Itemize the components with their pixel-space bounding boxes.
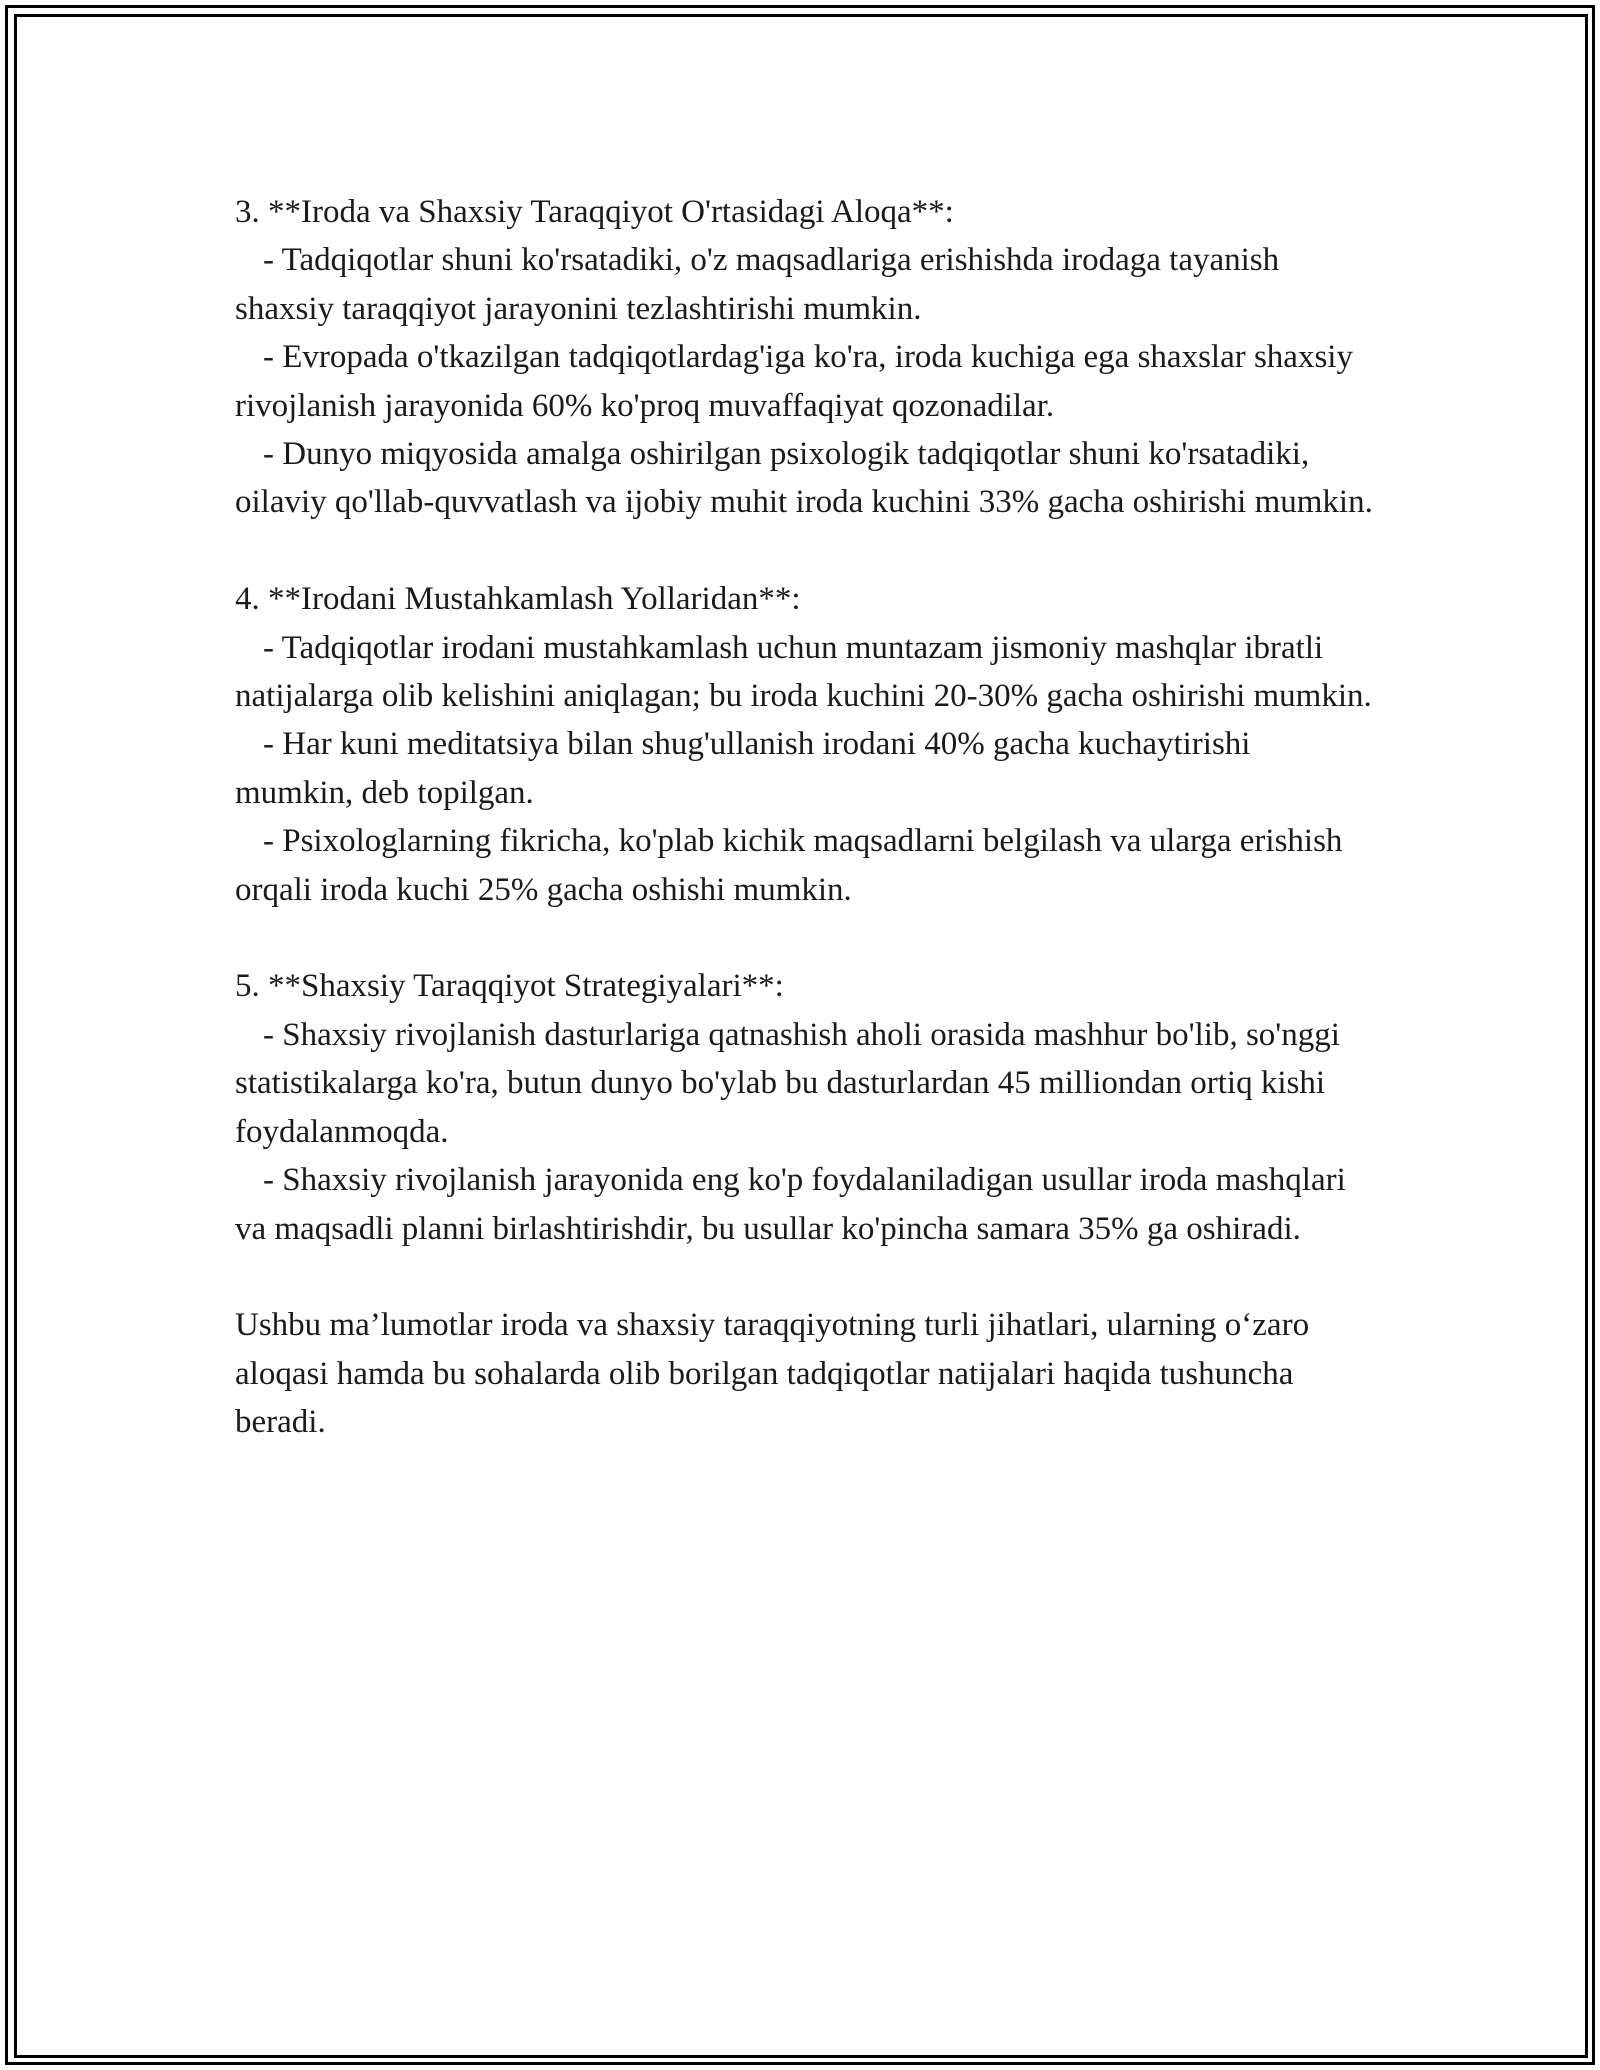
section-4 [235,575,1375,914]
section-heading: 3. **Iroda va Shaxsiy Taraqqiyot O'rtasidagi Aloqa**: [235,194,954,230]
bullet-item: - Har kuni meditatsiya bilan shug'ullanish irodani 40% gacha kuchaytirishi mumkin, deb topilgan. [235,726,1251,811]
bullet-item: - Tadqiqotlar shuni ko'rsatadiki, o'z maqsadlariga erishishda irodaga tayanish shaxsiy taraqqiyot jarayonini tezlashtirishi mumkin. [235,242,1280,327]
section-heading: 4. **Irodani Mustahkamlash Yollaridan**: [235,581,801,618]
document-body [235,188,1375,1447]
closing-paragraph: Ushbu ma’lumotlar iroda va shaxsiy taraqqiyotning turli jihatlari, ularning o‘zaro aloqasi hamda bu sohalarda olib borilgan tadqiqotlar natijalari haqida tushuncha beradi. [235,1307,1310,1441]
bullet-item: - Dunyo miqyosida amalga oshirilgan psixologik tadqiqotlar shuni ko'rsatadiki, oilaviy qo'llab-quvvatlash va ijobiy muhit iroda kuchini 33% gacha oshirishi mumkin. [235,436,1373,521]
bullet-item: - Tadqiqotlar irodani mustahkamlash uchun muntazam jismoniy mashqlar ibratli natijalarga olib kelishini aniqlagan; bu iroda kuchini 20-30% gacha oshirishi mumkin. [235,629,1372,715]
section-5 [235,962,1375,1252]
bullet-item: - Shaxsiy rivojlanish jarayonida eng ko'p foydalaniladigan usullar iroda mashqlari va maqsadli planni birlashtirishdir, bu usullar ko'pincha samara 35% ga oshiradi. [235,1162,1346,1247]
bullet-item: - Shaxsiy rivojlanish dasturlariga qatnashish aholi orasida mashhur bo'lib, so'nggi statistikalarga ko'ra, butun dunyo bo'ylab bu dasturlardan 45 milliondan ortiq kishi foydalanmoqda. [235,1016,1340,1150]
bullet-item: - Psixologlarning fikricha, ko'plab kichik maqsadlarni belgilash va ularga erishish orqali iroda kuchi 25% gacha oshishi mumkin. [235,823,1343,908]
section-3 [235,188,1375,527]
section-heading: 5. **Shaxsiy Taraqqiyot Strategiyalari**: [235,968,784,1005]
bullet-item: - Evropada o'tkazilgan tadqiqotlardag'iga ko'ra, iroda kuchiga ega shaxslar shaxsiy rivojlanish jarayonida 60% ko'proq muvaffaqiyat qozonadilar. [235,339,1353,424]
